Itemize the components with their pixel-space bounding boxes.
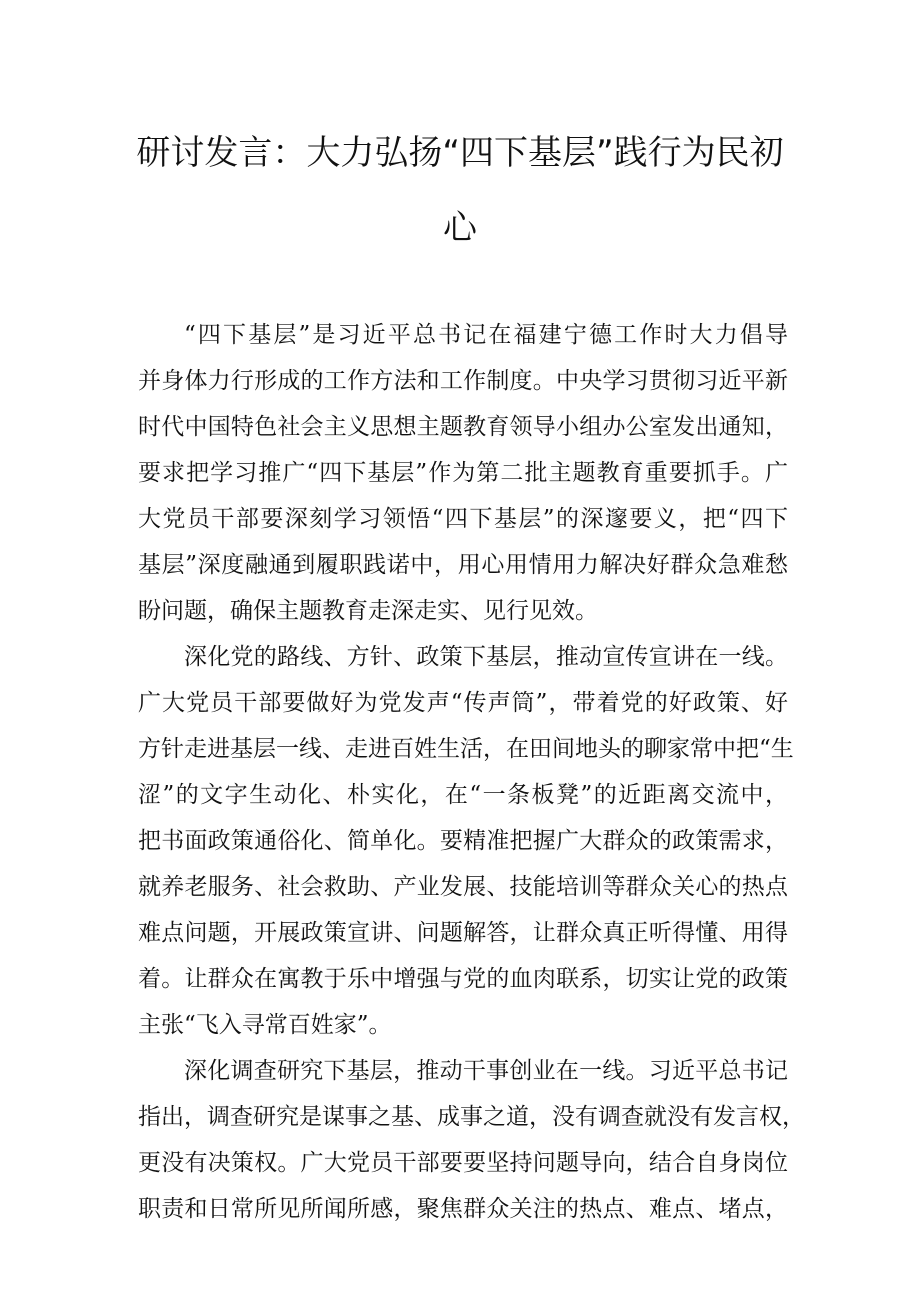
document-title-line-1: 研讨发言：大力弘扬“四下基层”践行为民初 [136,133,784,173]
paragraph-1-line-6: 基层”深度融通到履职践诺中，用心用情用力解决好群众急难愁 [138,552,788,578]
paragraph-3-line-3: 更没有决策权。广大党员干部要要坚持问题导向，结合自身岗位 [138,1150,788,1176]
paragraph-2-line-9: 主张“飞入寻常百姓家”。 [138,1012,392,1038]
paragraph-2-line-1: 深化党的路线、方针、政策下基层，推动宣传宣讲在一线。 [184,644,788,670]
paragraph-3-line-4: 职责和日常所见所闻所感，聚焦群众关注的热点、难点、堵点， [138,1196,788,1222]
document-body [138,312,805,1232]
document-title-line-2: 心 [443,208,477,248]
paragraph-2-line-4: 涩”的文字生动化、朴实化，在“一条板凳”的近距离交流中， [138,782,788,808]
paragraph-3-line-1: 深化调查研究下基层，推动干事创业在一线。习近平总书记 [184,1058,788,1084]
paragraph-1-line-1: “四下基层”是习近平总书记在福建宁德工作时大力倡导 [184,322,788,348]
paragraph-2-line-8: 着。让群众在寓教于乐中增强与党的血肉联系，切实让党的政策 [138,966,788,992]
paragraph-2-line-3: 方针走进基层一线、走进百姓生活，在田间地头的聊家常中把“生 [138,736,794,762]
paragraph-2-line-2: 广大党员干部要做好为党发声“传声筒”，带着党的好政策、好 [138,690,788,716]
paragraph-3-line-2: 指出，调查研究是谋事之基、成事之道，没有调查就没有发言权， [138,1104,805,1130]
paragraph-1-line-4: 要求把学习推广“四下基层”作为第二批主题教育重要抓手。广 [138,460,788,486]
paragraph-1-line-5: 大党员干部要深刻学习领悟“四下基层”的深邃要义，把“四下 [138,506,788,532]
paragraph-1-line-3: 时代中国特色社会主义思想主题教育领导小组办公室发出通知， [138,414,788,440]
paragraph-2-line-7: 难点问题，开展政策宣讲、问题解答，让群众真正听得懂、用得 [138,920,788,946]
paragraph-1-line-2: 并身体力行形成的工作方法和工作制度。中央学习贯彻习近平新 [138,368,788,394]
paragraph-1-line-7: 盼问题，确保主题教育走深走实、见行见效。 [138,598,598,624]
paragraph-2-line-6: 就养老服务、社会救助、产业发展、技能培训等群众关心的热点 [138,874,788,900]
paragraph-2-line-5: 把书面政策通俗化、简单化。要精准把握广大群众的政策需求， [138,828,788,854]
